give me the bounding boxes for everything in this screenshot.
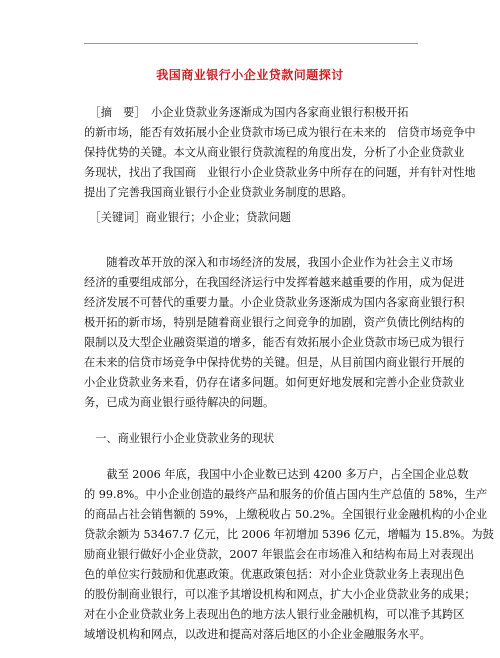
keywords-block — [84, 208, 420, 228]
intro-line: 极开拓的新市场，特别是随着商业银行之间竞争的加剧，资产负债比例结构的 — [84, 316, 465, 329]
intro-line: 在未来的信贷市场竞争中保持优势的关键。但是，从目前国内商业银行开展的 — [84, 356, 465, 369]
section-line: 的商品占社会销售额的 59%，上缴税收占 50.2%。全国银行业金融机构的小企业 — [84, 508, 488, 521]
abstract-block — [84, 103, 476, 203]
section-heading-text: 一、商业银行小企业贷款业务的现状 — [84, 432, 275, 445]
intro-line: 小企业贷款业务来看，仍存在诸多问题。如何更好地发展和完善小企业贷款业 — [84, 376, 465, 389]
section-line: 贷款余额为 53467.7 亿元，比 2006 年初增加 5396 亿元，增幅为 15.8%。为鼓 — [84, 528, 494, 541]
abstract-line: 保持优势的关键。本文从商业银行贷款流程的角度出发，分析了小企业贷款业 — [84, 146, 465, 159]
section-line: 励商业银行做好小企业贷款，2007 年银监会在市场准入和结构布局上对表现出 — [84, 548, 475, 561]
intro-paragraph — [84, 253, 465, 413]
intro-line: 务，已成为商业银行亟待解决的问题。 — [84, 396, 275, 409]
document-title: 我国商业银行小企业贷款问题探讨 — [156, 68, 344, 82]
section-line: 对在小企业贷款业务上表现出色的地方法人银行业金融机构，可以准予其跨区 — [84, 608, 465, 621]
abstract-line: 务现状，找出了我国商 业银行小企业贷款业务中所存在的问题，并有针对性地 — [84, 166, 476, 179]
section-line: 的 99.8%。中小企业创造的最终产品和服务的价值占国内生产总值的 58%，生产 — [84, 488, 488, 501]
section-paragraph — [84, 465, 494, 645]
section-line: 的股份制商业银行，可以准予其增设机构和网点，扩大小企业贷款业务的成果； — [84, 588, 476, 601]
abstract-line: 的新市场，能否有效拓展小企业贷款市场已成为银行在未来的 信贷市场竞争中 — [84, 126, 476, 139]
intro-line: 限制以及大型企业融资渠道的增多，能否有效拓展小企业贷款市场已成为银行 — [84, 336, 465, 349]
section-line: 域增设机构和网点，以改进和提高对落后地区的小企业金融服务水平。 — [84, 628, 431, 641]
section-heading — [84, 429, 420, 449]
keywords-line: ［关键词］商业银行；小企业；贷款问题 — [84, 211, 291, 224]
abstract-line: ［摘 要］ 小企业贷款业务逐渐成为国内各家商业银行积极开拓 — [84, 106, 409, 119]
intro-line: 经济的重要组成部分，在我国经济运行中发挥着越来越重要的作用，成为促进 — [84, 276, 465, 289]
intro-line: 随着改革开放的深入和市场经济的发展，我国小企业作为社会主义市场 — [84, 256, 454, 269]
section-line: 截至 2006 年底，我国中小企业数已达到 4200 多万户，占全国企业总数 — [84, 468, 469, 481]
intro-line: 经济发展不可替代的重要力量。小企业贷款业务逐渐成为国内各家商业银行积 — [84, 296, 465, 309]
abstract-line: 提出了完善我国商业银行小企业贷款业务制度的思路。 — [84, 186, 353, 199]
top-divider — [84, 43, 418, 44]
section-line: 色的单位实行鼓励和优惠政策。优惠政策包括：对小企业贷款业务上表现出色 — [84, 568, 465, 581]
